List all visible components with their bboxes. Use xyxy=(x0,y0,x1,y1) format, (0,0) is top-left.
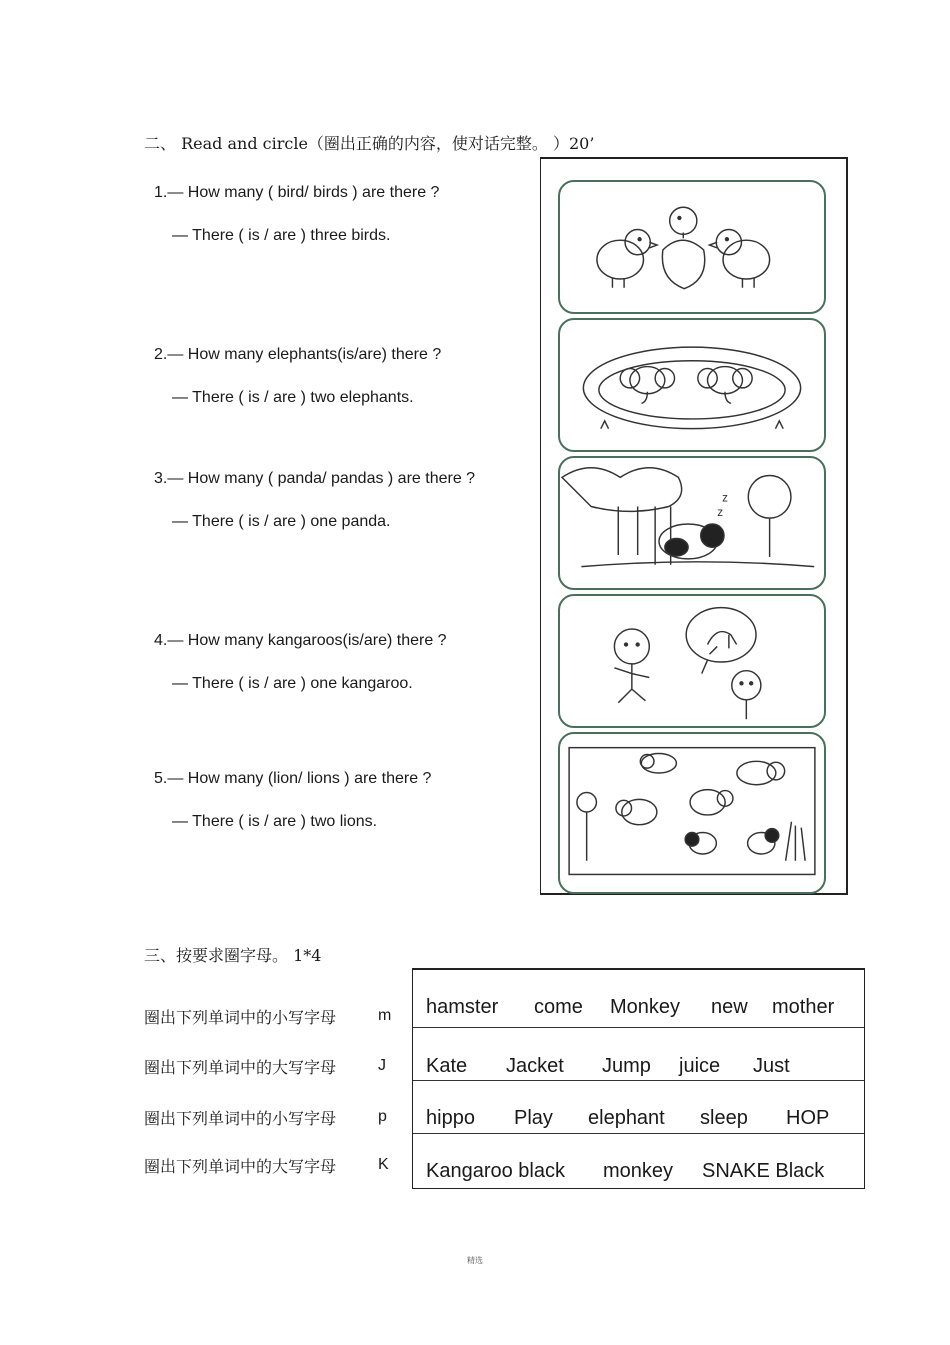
word-item[interactable]: Jump xyxy=(602,1055,651,1077)
row-divider xyxy=(413,1080,864,1081)
illustration-panda xyxy=(558,456,826,590)
answer-1: — There ( is / are ) three birds. xyxy=(172,227,391,244)
illustration-kangaroo xyxy=(558,594,826,728)
question-1: 1.— How many ( bird/ birds ) are there ? xyxy=(154,184,440,201)
illustration-birds xyxy=(558,180,826,314)
word-item[interactable]: Kate xyxy=(426,1055,468,1077)
word-item[interactable]: Monkey xyxy=(610,996,681,1018)
word-item[interactable]: elephant xyxy=(588,1107,665,1129)
svg-text:z: z xyxy=(717,506,724,520)
question-3: 3.— How many ( panda/ pandas ) are there ? xyxy=(154,470,476,487)
svg-text:z: z xyxy=(722,491,728,505)
answer-5: — There ( is / are ) two lions. xyxy=(172,813,378,830)
illustration-elephants xyxy=(558,318,826,452)
answer-3: — There ( is / are ) one panda. xyxy=(172,513,391,530)
word-item[interactable]: hippo xyxy=(426,1107,475,1129)
section-2-title: 二、 Read and circle（圈出正确的内容，使对话完整。 ）20’ xyxy=(144,134,595,153)
word-item[interactable]: come xyxy=(534,996,583,1018)
word-item[interactable]: juice xyxy=(679,1055,721,1077)
word-item[interactable]: HOP xyxy=(786,1107,830,1129)
row-3-instruction: 圈出下列单词中的小写字母 xyxy=(144,1109,337,1128)
section-3-title: 三、按要求圈字母。 1*4 xyxy=(144,946,322,965)
word-item[interactable]: new xyxy=(711,996,748,1018)
row-2-instruction: 圈出下列单词中的大写字母 xyxy=(144,1058,337,1077)
word-item[interactable]: Just xyxy=(753,1055,790,1077)
row-2-target-letter: J xyxy=(378,1057,386,1074)
row-1-instruction: 圈出下列单词中的小写字母 xyxy=(144,1008,337,1027)
word-item[interactable]: SNAKE Black xyxy=(702,1160,825,1182)
word-table xyxy=(412,968,865,1189)
footer-mark: 精选 xyxy=(467,1256,483,1265)
word-item[interactable]: Play xyxy=(514,1107,553,1129)
row-3-target-letter: p xyxy=(378,1108,387,1125)
answer-4: — There ( is / are ) one kangaroo. xyxy=(172,675,413,692)
row-1-target-letter: m xyxy=(378,1007,392,1024)
row-divider xyxy=(413,1133,864,1134)
word-item[interactable]: monkey xyxy=(603,1160,674,1182)
answer-2: — There ( is / are ) two elephants. xyxy=(172,389,414,406)
row-divider xyxy=(413,1027,864,1028)
question-2: 2.— How many elephants(is/are) there ? xyxy=(154,346,442,363)
question-5: 5.— How many (lion/ lions ) are there ? xyxy=(154,770,432,787)
word-item[interactable]: Jacket xyxy=(506,1055,564,1077)
illustration-zoo xyxy=(558,732,826,894)
row-4-instruction: 圈出下列单词中的大写字母 xyxy=(144,1157,337,1176)
word-item[interactable]: sleep xyxy=(700,1107,748,1129)
question-4: 4.— How many kangaroos(is/are) there ? xyxy=(154,632,447,649)
word-item[interactable]: Kangaroo black xyxy=(426,1160,565,1182)
row-4-target-letter: K xyxy=(378,1156,389,1173)
word-item[interactable]: mother xyxy=(772,996,835,1018)
word-item[interactable]: hamster xyxy=(426,996,499,1018)
